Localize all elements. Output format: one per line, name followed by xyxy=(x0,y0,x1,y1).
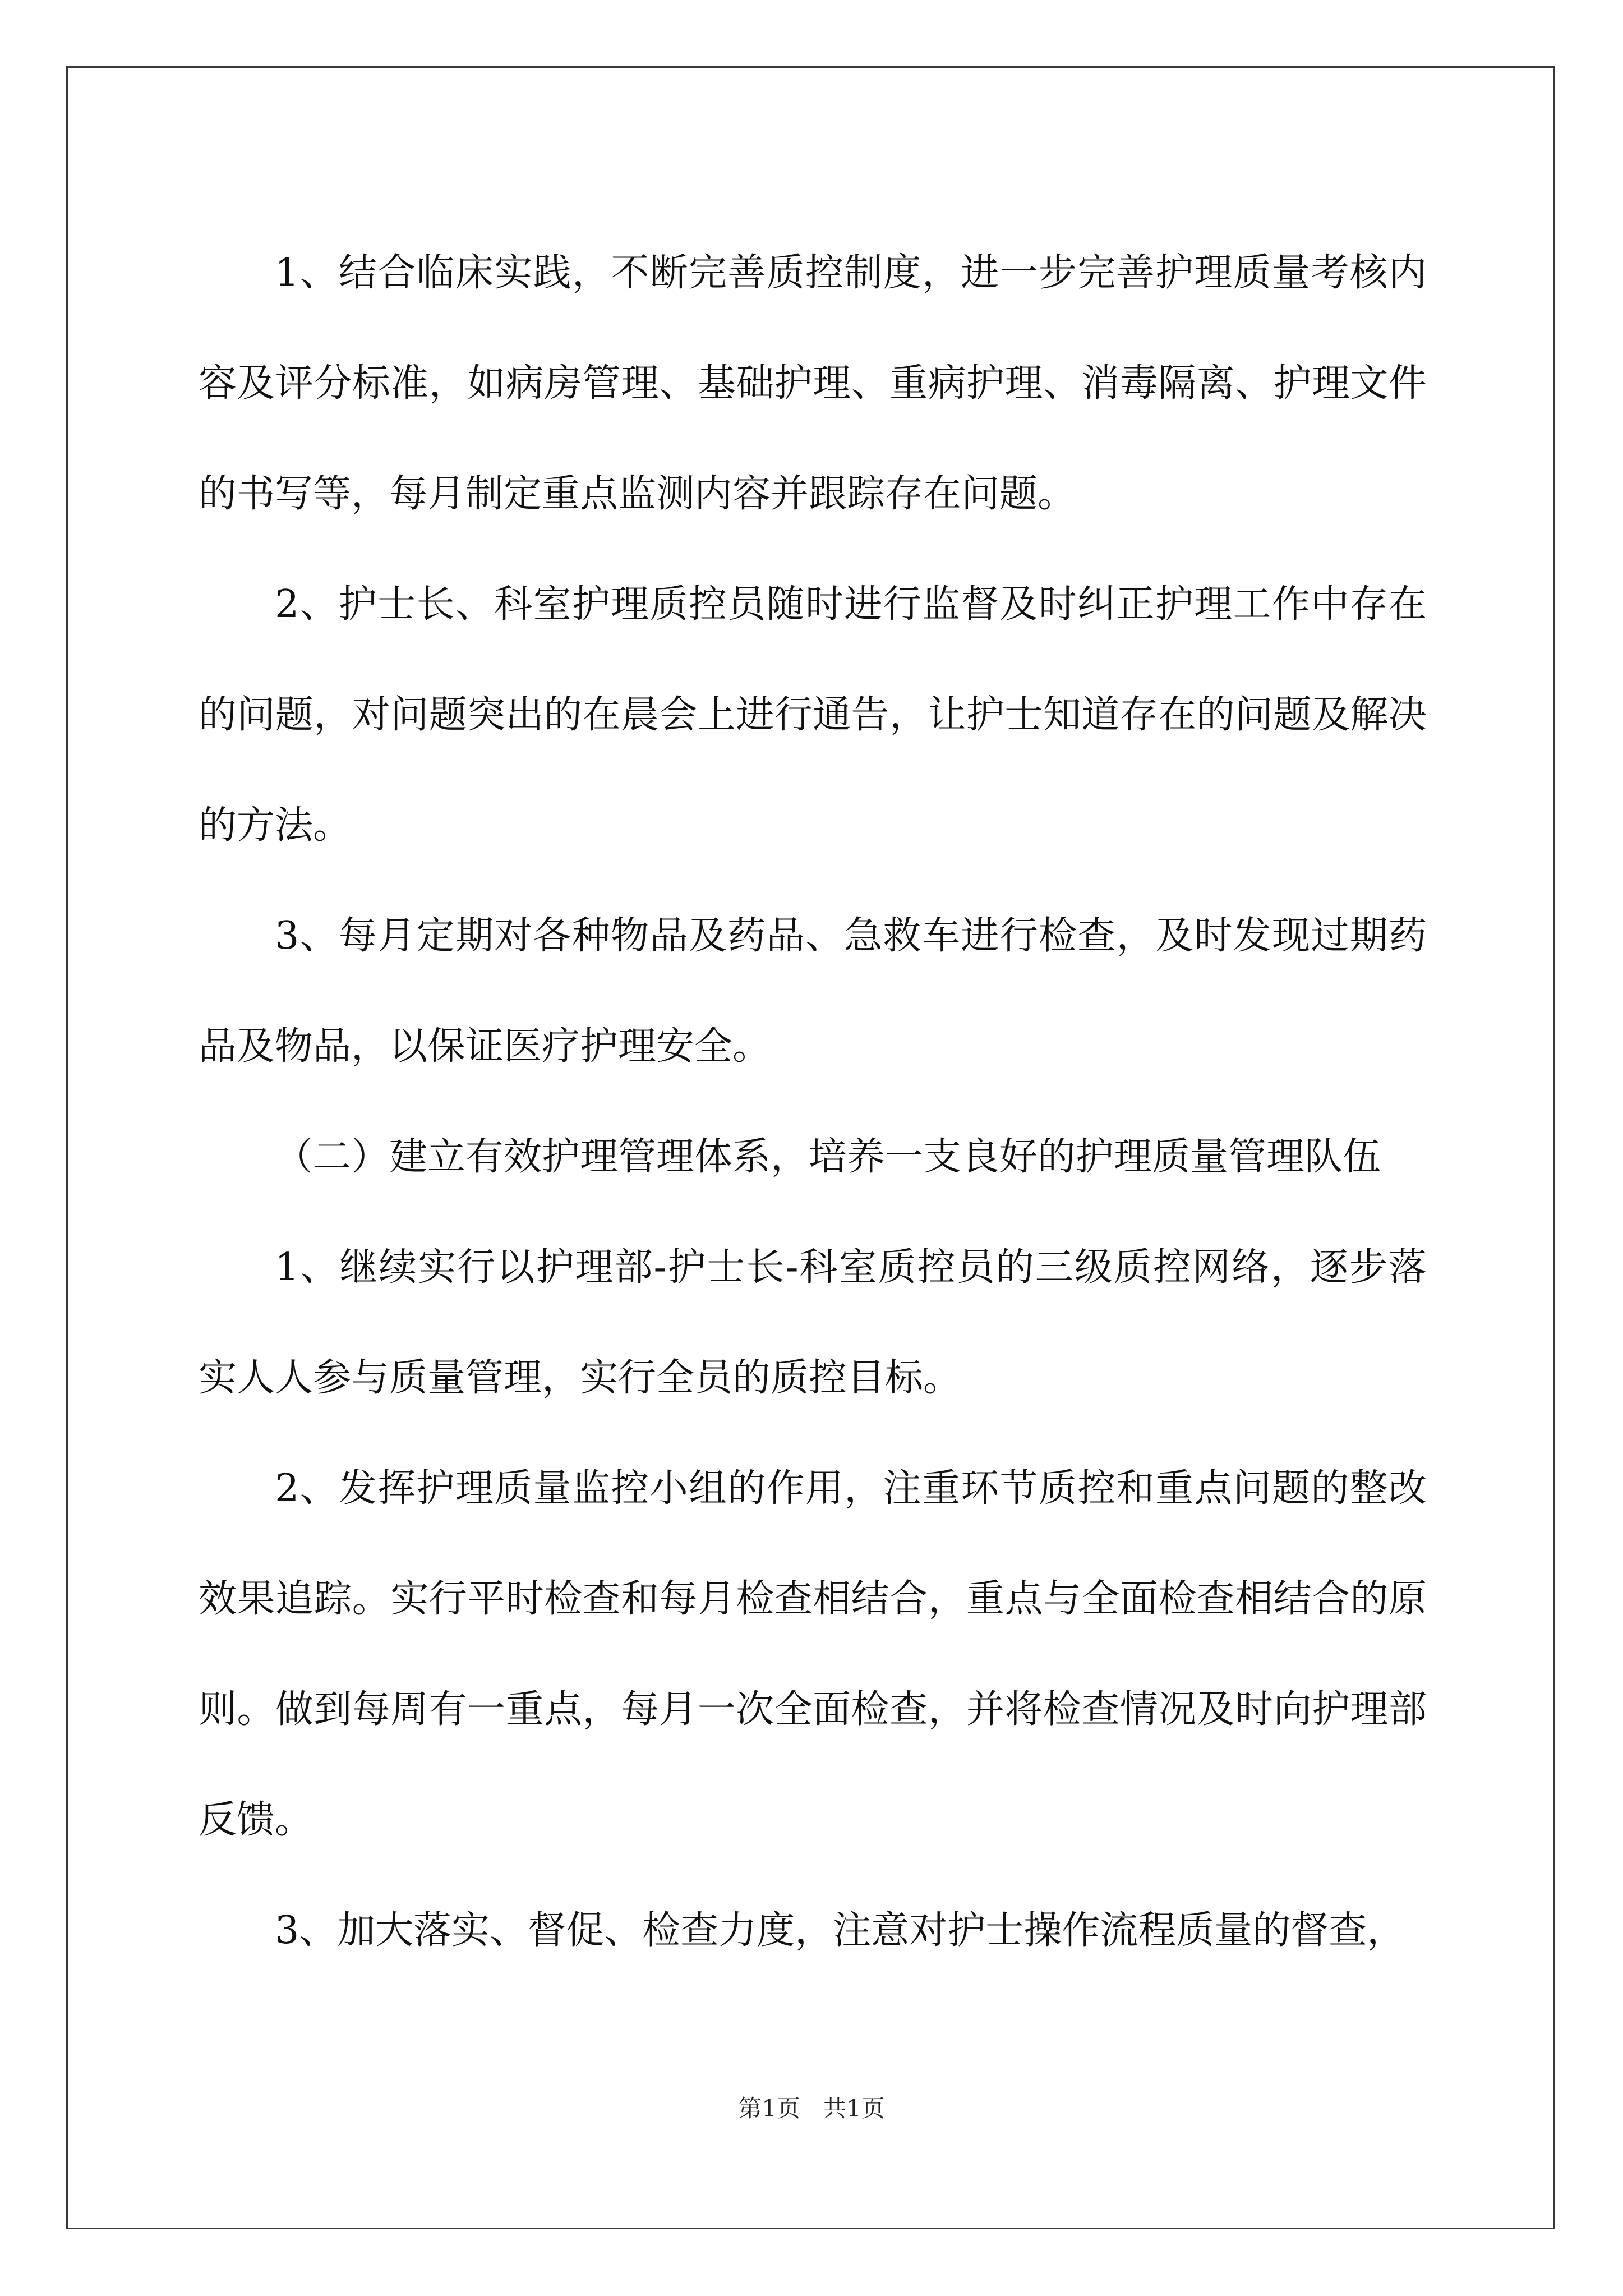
document-body xyxy=(199,218,1427,1986)
page-number: 第1页 xyxy=(738,2095,800,2122)
paragraph-3: 3、每月定期对各种物品及药品、急救车进行检查，及时发现过期药品及物品，以保证医疗护理安全。 xyxy=(199,914,1427,1069)
section-heading-2: （二）建立有效护理管理体系，培养一支良好的护理质量管理队伍 xyxy=(275,1135,1381,1179)
paragraph-6: 3、加大落实、督促、检查力度，注意对护士操作流程质量的督查， xyxy=(275,1908,1405,1953)
page-footer xyxy=(0,2090,1623,2124)
paragraph-1: 1、结合临床实践，不断完善质控制度，进一步完善护理质量考核内容及评分标准，如病房管理、基础护理、重病护理、消毒隔离、护理文件的书写等，每月制定重点监测内容并跟踪存在问题。 xyxy=(199,251,1427,516)
paragraph-5: 2、发挥护理质量监控小组的作用，注重环节质控和重点问题的整改效果追踪。实行平时检查和每月检查相结合，重点与全面检查相结合的原则。做到每周有一重点，每月一次全面检查，并将检查情况及时向护理部反馈。 xyxy=(199,1466,1427,1842)
page-total: 共1页 xyxy=(823,2095,885,2122)
paragraph-2: 2、护士长、科室护理质控员随时进行监督及时纠正护理工作中存在的问题，对问题突出的在晨会上进行通告，让护士知道存在的问题及解决的方法。 xyxy=(199,582,1427,848)
paragraph-4: 1、继续实行以护理部-护士长-科室质控员的三级质控网络，逐步落实人人参与质量管理，实行全员的质控目标。 xyxy=(199,1245,1427,1400)
